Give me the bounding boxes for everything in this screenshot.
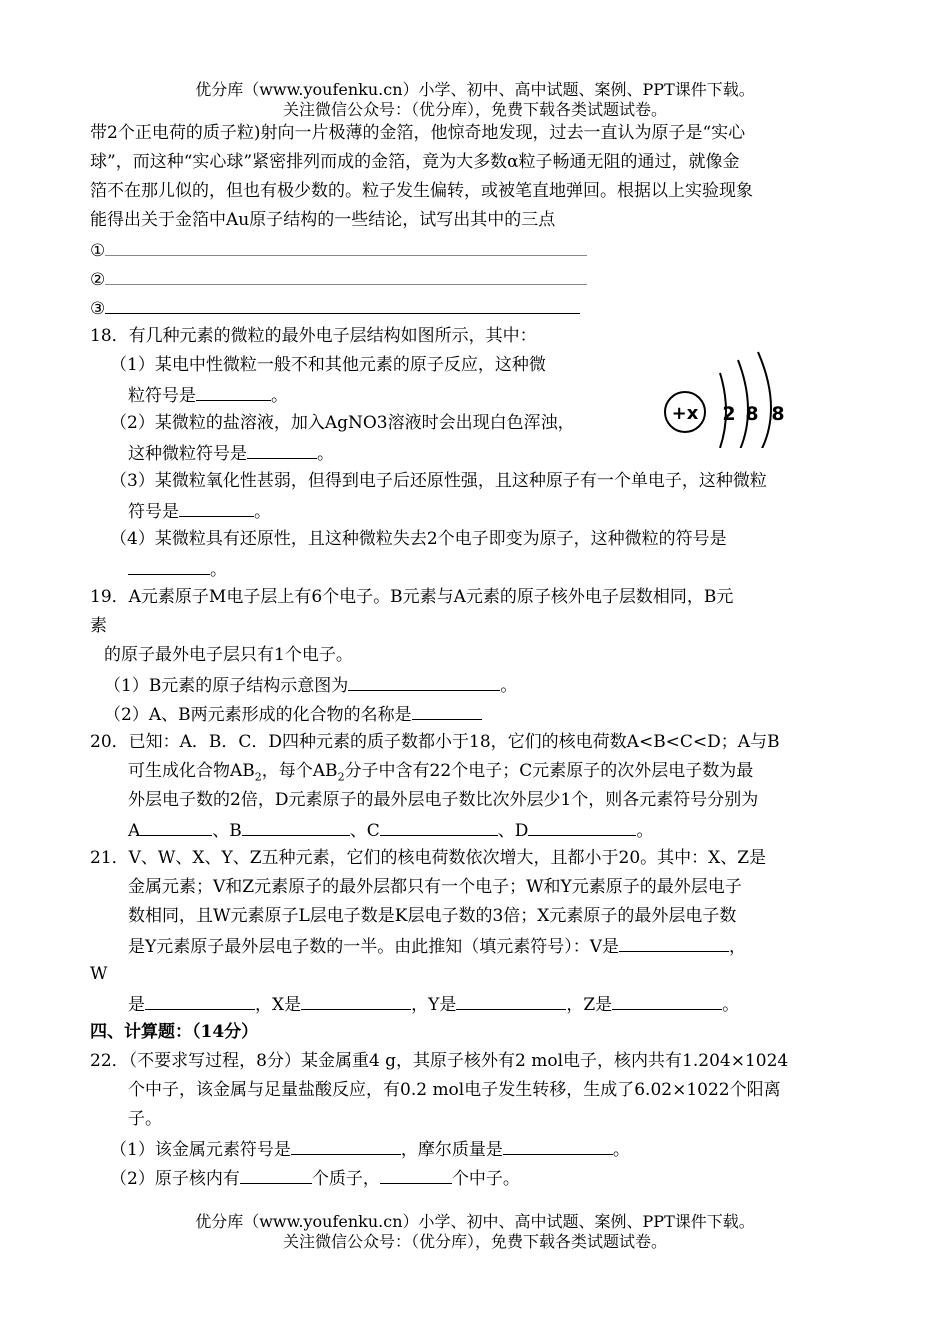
q18-part2-b bbox=[128, 440, 334, 466]
q17-line-3: 箔不在那儿似的，但也有极少数的。粒子发生偏转，或被笔直地弹回。根据以上实验现象 bbox=[90, 181, 753, 201]
q18-part3-label: 符号是 bbox=[128, 502, 179, 522]
q18-part1-label: 粒符号是 bbox=[128, 386, 196, 406]
q20-line-2-b: ，每个AB bbox=[261, 761, 338, 781]
q21-blank-x[interactable] bbox=[301, 991, 411, 1010]
q20-blank-c[interactable] bbox=[380, 817, 498, 836]
bullet-3: ③ bbox=[90, 299, 106, 319]
q17-blank-1 bbox=[90, 237, 587, 263]
period: 。 bbox=[317, 444, 334, 464]
label-x: ，X是 bbox=[255, 995, 302, 1015]
q22-line-1: 22．（不要求写过程，8分）某金属重4 g，其原子核外有2 mol电子，核内共有1.204×1024 bbox=[90, 1051, 789, 1071]
electron-shell-3-arc bbox=[758, 352, 771, 448]
q22-part1-label: （1）该金属元素符号是 bbox=[110, 1140, 291, 1160]
q22-blank-neutrons[interactable] bbox=[380, 1165, 452, 1184]
q19-part1-label: （1）B元素的原子结构示意图为 bbox=[104, 676, 349, 696]
q18-blank-3[interactable] bbox=[179, 498, 254, 517]
q21-line-3: 数相同，且W元素原子L层电子数是K层电子数的3倍；X元素原子的最外层电子数 bbox=[128, 906, 737, 926]
q19-line-2: 素 bbox=[90, 616, 107, 636]
period: 。 bbox=[271, 386, 288, 406]
q18-part1-b bbox=[128, 382, 288, 408]
period: 。 bbox=[210, 560, 227, 580]
q21-blank-v[interactable] bbox=[619, 933, 729, 952]
q22-part2 bbox=[110, 1165, 520, 1191]
period: 。 bbox=[500, 676, 518, 696]
q22-line-2: 个中子，该金属与足量盐酸反应，有0.2 mol电子发生转移，生成了6.02×1022个阳离 bbox=[128, 1080, 781, 1100]
q22-blank-symbol[interactable] bbox=[291, 1136, 401, 1155]
q19-part1 bbox=[104, 672, 517, 698]
q18-stem: 18．有几种元素的微粒的最外电子层结构如图所示，其中： bbox=[90, 326, 537, 346]
subscript-2: 2 bbox=[337, 770, 345, 784]
shell-2-electrons: 8 bbox=[745, 403, 759, 425]
label-w: 是 bbox=[128, 995, 145, 1015]
q21-line-4-text: 是Y元素原子最外层电子数的一半。由此推知（填元素符号）：V是 bbox=[128, 937, 619, 957]
q22-part1 bbox=[110, 1136, 630, 1162]
q19-blank-1[interactable] bbox=[348, 672, 500, 691]
q20-line-2-c: 分子中含有22个电子；C元素原子的次外层电子数为最 bbox=[344, 761, 754, 781]
q19-line-3: 的原子最外电子层只有1个电子。 bbox=[104, 645, 353, 665]
shell-3-electrons: 8 bbox=[771, 403, 785, 425]
label-b: 、B bbox=[212, 821, 242, 841]
header-line-1: 优分库（www.youfenku.cn）小学、初中、高中试题、案例、PPT课件下载。 bbox=[195, 80, 755, 99]
q19-part2-label: （2）A、B两元素形成的化合物的名称是 bbox=[104, 705, 412, 725]
q22-part2-label: （2）原子核内有 bbox=[110, 1169, 240, 1189]
q18-part2-a: （2）某微粒的盐溶液，加入AgNO3溶液时会出现白色浑浊， bbox=[110, 413, 575, 433]
q20-line-2-a: 可生成化合物AB bbox=[128, 761, 255, 781]
q22-blank-molar-mass[interactable] bbox=[503, 1136, 613, 1155]
q20-blank-a[interactable] bbox=[140, 817, 212, 836]
q17-blank-2 bbox=[90, 266, 587, 292]
period: 。 bbox=[612, 1140, 630, 1160]
answer-blank-3[interactable] bbox=[105, 295, 580, 314]
nucleus-charge: +x bbox=[671, 403, 699, 424]
q21-blank-y[interactable] bbox=[456, 991, 566, 1010]
answer-blank-1[interactable] bbox=[105, 237, 587, 256]
q20-line-4 bbox=[128, 817, 653, 843]
q19-line-1: 19．A元素原子M电子层上有6个电子。B元素与A元素的原子核外电子层数相同，B元 bbox=[90, 587, 734, 607]
q21-line-6 bbox=[128, 991, 739, 1017]
bullet-2: ② bbox=[90, 270, 106, 290]
shell-1-electrons: 2 bbox=[722, 403, 736, 425]
q22-part1-label-b: ，摩尔质量是 bbox=[400, 1140, 503, 1160]
q20-line-3: 外层电子数的2倍，D元素原子的最外层电子数比次外层少1个，则各元素符号分别为 bbox=[128, 790, 759, 810]
q20-line-2 bbox=[128, 759, 753, 789]
q17-line-4: 能得出关于金箔中Au原子结构的一些结论，试写出其中的三点 bbox=[90, 210, 556, 230]
label-c: 、C bbox=[349, 821, 380, 841]
footer-line-1: 优分库（www.youfenku.cn）小学、初中、高中试题、案例、PPT课件下载。 bbox=[195, 1212, 755, 1231]
q20-blank-b[interactable] bbox=[242, 817, 350, 836]
answer-blank-2[interactable] bbox=[105, 266, 587, 285]
q22-part2-label-b: 个质子， bbox=[311, 1169, 380, 1189]
comma: ， bbox=[729, 937, 746, 957]
period: 。 bbox=[254, 502, 271, 522]
period: 。 bbox=[722, 995, 740, 1015]
q21-line-2: 金属元素；V和Z元素原子的最外层都只有一个电子；W和Y元素原子的最外层电子 bbox=[128, 877, 742, 897]
q22-part2-label-c: 个中子。 bbox=[451, 1169, 520, 1189]
q21-line-5: W bbox=[90, 964, 108, 984]
q18-blank-1[interactable] bbox=[196, 382, 271, 401]
q21-blank-w[interactable] bbox=[145, 991, 255, 1010]
q21-line-1: 21．V、W、X、Y、Z五种元素，它们的核电荷数依次增大，且都小于20。其中：X、Z是 bbox=[90, 848, 767, 868]
q18-part3-a: （3）某微粒氧化性甚弱，但得到电子后还原性强，且这种原子有一个单电子，这种微粒 bbox=[110, 471, 767, 491]
q18-part1-a: （1）某电中性微粒一般不和其他元素的原子反应，这种微 bbox=[110, 355, 546, 375]
q21-line-4 bbox=[128, 933, 746, 959]
q18-blank-2[interactable] bbox=[247, 440, 317, 459]
q18-part4-b bbox=[128, 556, 227, 582]
q21-blank-z[interactable] bbox=[612, 991, 722, 1010]
atomic-structure-diagram bbox=[660, 348, 790, 448]
label-a: A bbox=[128, 821, 141, 841]
header-line-2: 关注微信公众号：（优分库），免费下载各类试题试卷。 bbox=[282, 100, 667, 119]
q19-part2 bbox=[104, 701, 482, 727]
q22-blank-protons[interactable] bbox=[240, 1165, 312, 1184]
q20-blank-d[interactable] bbox=[528, 817, 636, 836]
label-z: ，Z是 bbox=[566, 995, 613, 1015]
q18-blank-4[interactable] bbox=[128, 556, 210, 575]
footer-line-2: 关注微信公众号：（优分库），免费下载各类试题试卷。 bbox=[282, 1232, 667, 1251]
q18-part3-b bbox=[128, 498, 271, 524]
q18-part2-label: 这种微粒符号是 bbox=[128, 444, 247, 464]
q20-line-1: 20．已知：A．B．C．D四种元素的质子数都小于18，它们的核电荷数A<B<C<D；A与B bbox=[90, 732, 780, 752]
q22-line-3: 子。 bbox=[128, 1109, 162, 1129]
subscript-2: 2 bbox=[254, 770, 262, 784]
period: 。 bbox=[636, 821, 654, 841]
q17-line-1: 带2个正电荷的质子粒)射向一片极薄的金箔，他惊奇地发现，过去一直认为原子是“实心 bbox=[90, 123, 746, 143]
q17-blank-3 bbox=[90, 295, 580, 321]
section-4-heading: 四、计算题：（14分） bbox=[90, 1022, 259, 1042]
label-d: 、D bbox=[497, 821, 529, 841]
bullet-1: ① bbox=[90, 241, 106, 261]
label-y: ，Y是 bbox=[411, 995, 457, 1015]
q18-part4-a: （4）某微粒具有还原性，且这种微粒失去2个电子即变为原子，这种微粒的符号是 bbox=[110, 529, 727, 549]
q17-line-2: 球”，而这种“实心球”紧密排列而成的金箔，竟为大多数α粒子畅通无阻的通过，就像金 bbox=[90, 152, 740, 172]
q19-blank-2[interactable] bbox=[412, 701, 482, 720]
